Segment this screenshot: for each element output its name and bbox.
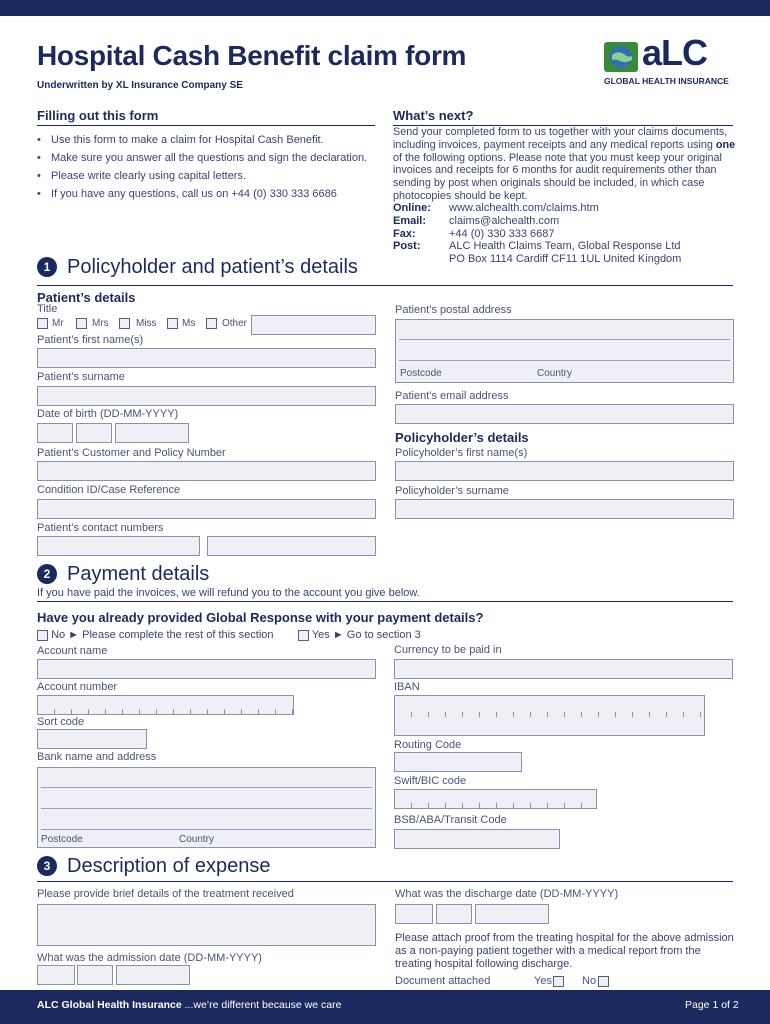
fax-value: +44 (0) 330 333 6687 bbox=[449, 227, 555, 240]
page-number: Page 1 of 2 bbox=[685, 999, 739, 1011]
mrs-label: Mrs bbox=[92, 318, 109, 329]
payment-yes-option bbox=[298, 629, 421, 641]
logo-text: aLC bbox=[642, 32, 708, 73]
footer-brand-line bbox=[37, 999, 341, 1011]
post-label: Post: bbox=[393, 240, 421, 253]
payment-intro: If you have paid the invoices, we will refund you to the account you give below. bbox=[37, 587, 420, 599]
first-name-input[interactable] bbox=[37, 348, 376, 368]
underwritten-by: Underwritten by XL Insurance Company SE bbox=[37, 80, 243, 91]
policyholder-heading: Policyholder’s details bbox=[395, 430, 529, 445]
address-line bbox=[41, 787, 372, 788]
title-label: Title bbox=[37, 303, 58, 315]
treatment-label: Please provide brief details of the treatment received bbox=[37, 888, 294, 900]
section-number: 3 bbox=[37, 856, 57, 876]
payment-yes-label: Yes ► Go to section 3 bbox=[311, 629, 421, 641]
treatment-input[interactable] bbox=[37, 904, 376, 946]
payment-question: Have you already provided Global Response with your payment details? bbox=[37, 610, 484, 625]
swift-input[interactable] bbox=[394, 789, 597, 809]
contact-options bbox=[393, 202, 681, 266]
email-label: Email: bbox=[393, 214, 427, 227]
next-text-bold: one bbox=[715, 138, 736, 151]
admission-month-input[interactable] bbox=[77, 965, 113, 985]
bsb-input[interactable] bbox=[394, 829, 560, 849]
first-name-label: Patient’s first name(s) bbox=[37, 334, 144, 346]
discharge-day-input[interactable] bbox=[395, 904, 433, 924]
surname-input[interactable] bbox=[37, 386, 376, 406]
section-number: 2 bbox=[37, 564, 57, 584]
divider bbox=[37, 881, 733, 882]
ph-surname-label: Policyholder’s surname bbox=[395, 485, 509, 497]
other-label: Other bbox=[222, 318, 248, 329]
admission-day-input[interactable] bbox=[37, 965, 75, 985]
customer-policy-input[interactable] bbox=[37, 461, 376, 481]
dob-label: Date of birth (DD-MM-YYYY) bbox=[37, 408, 179, 420]
iban-tick-line bbox=[395, 711, 704, 717]
logo-tagline: GLOBAL HEALTH INSURANCE bbox=[604, 76, 729, 86]
condition-id-input[interactable] bbox=[37, 499, 376, 519]
alc-logo bbox=[604, 32, 734, 88]
currency-label: Currency to be paid in bbox=[394, 644, 502, 656]
miss-checkbox[interactable] bbox=[119, 318, 130, 329]
contact-number-1-input[interactable] bbox=[37, 536, 200, 556]
instruction-item: • If you have any questions, call us on +44 (0) 330 333 6686 bbox=[37, 188, 382, 200]
footer-brand: ALC Global Health Insurance bbox=[37, 999, 182, 1011]
iban-input[interactable] bbox=[394, 695, 705, 736]
ms-label: Ms bbox=[182, 318, 196, 329]
payment-no-checkbox[interactable] bbox=[37, 630, 48, 641]
mr-label: Mr bbox=[52, 318, 64, 329]
country-label: Country bbox=[179, 834, 215, 845]
account-number-label: Account number bbox=[37, 681, 118, 693]
email-address-label: Patient’s email address bbox=[395, 390, 509, 402]
address-line bbox=[399, 360, 730, 361]
customer-policy-label: Patient’s Customer and Policy Number bbox=[37, 447, 226, 459]
section-title: Description of expense bbox=[67, 855, 271, 877]
ph-first-name-input[interactable] bbox=[395, 461, 734, 481]
postal-address-label: Patient’s postal address bbox=[395, 304, 512, 316]
proof-instructions: Please attach proof from the treating hospital for the above admission as a non-paying patient together with a medical report from the treating hospital following discharge. bbox=[395, 932, 734, 970]
email-address-input[interactable] bbox=[395, 404, 734, 424]
contact-number-2-input[interactable] bbox=[207, 536, 376, 556]
ph-first-name-label: Policyholder’s first name(s) bbox=[395, 447, 528, 459]
address-line bbox=[41, 829, 372, 830]
doc-no-checkbox[interactable] bbox=[598, 976, 609, 987]
fax-label: Fax: bbox=[393, 227, 416, 240]
sort-code-input[interactable] bbox=[37, 729, 147, 749]
ms-checkbox[interactable] bbox=[167, 318, 178, 329]
sort-code-label: Sort code bbox=[37, 716, 85, 728]
post-value: PO Box 1114 Cardiff CF11 1UL United Kingdom bbox=[449, 253, 682, 266]
admission-year-input[interactable] bbox=[116, 965, 190, 985]
payment-yes-checkbox[interactable] bbox=[298, 630, 309, 641]
dob-day-input[interactable] bbox=[37, 423, 73, 443]
address-line bbox=[399, 339, 730, 340]
bank-name-label: Bank name and address bbox=[37, 751, 157, 763]
admission-label: What was the admission date (DD-MM-YYYY) bbox=[37, 952, 262, 964]
other-title-input[interactable] bbox=[251, 315, 376, 335]
other-checkbox[interactable] bbox=[206, 318, 217, 329]
bank-address-input[interactable] bbox=[37, 767, 376, 848]
section-number: 1 bbox=[37, 257, 57, 277]
form-title: Hospital Cash Benefit claim form bbox=[37, 40, 467, 71]
miss-label: Miss bbox=[136, 318, 157, 329]
footer-bar bbox=[0, 990, 770, 1024]
postal-address-input[interactable] bbox=[395, 319, 734, 383]
doc-yes-label: Yes bbox=[534, 975, 552, 987]
email-link[interactable]: claims@alchealth.com bbox=[449, 214, 560, 227]
online-link[interactable]: www.alchealth.com/claims.htm bbox=[449, 202, 599, 214]
dob-year-input[interactable] bbox=[115, 423, 189, 443]
filling-heading: Filling out this form bbox=[37, 108, 159, 123]
section-title: Policyholder and patient’s details bbox=[67, 256, 358, 278]
payment-no-label: No ► Please complete the rest of this section bbox=[51, 629, 274, 641]
bsb-label: BSB/ABA/Transit Code bbox=[394, 814, 507, 826]
condition-id-label: Condition ID/Case Reference bbox=[37, 484, 181, 496]
footer-tagline: ...we’re different because we care bbox=[184, 999, 342, 1011]
routing-code-label: Routing Code bbox=[394, 739, 462, 751]
routing-code-input[interactable] bbox=[394, 752, 522, 772]
globe-icon bbox=[604, 42, 638, 72]
discharge-label: What was the discharge date (DD-MM-YYYY) bbox=[395, 888, 619, 900]
surname-label: Patient’s surname bbox=[37, 371, 125, 383]
doc-no-label: No bbox=[582, 975, 597, 987]
ph-surname-input[interactable] bbox=[395, 499, 734, 519]
patient-heading: Patient’s details bbox=[37, 290, 136, 305]
post-value: ALC Health Claims Team, Global Response Ltd bbox=[449, 240, 681, 253]
discharge-month-input[interactable] bbox=[436, 904, 472, 924]
divider bbox=[37, 285, 733, 286]
divider bbox=[37, 125, 375, 126]
instruction-item: • Make sure you answer all the questions and sign the declaration. bbox=[37, 152, 382, 164]
payment-no-option bbox=[37, 629, 274, 641]
instruction-item: • Please write clearly using capital letters. bbox=[37, 170, 382, 182]
section-title: Payment details bbox=[67, 563, 210, 585]
currency-input[interactable] bbox=[394, 659, 733, 679]
instructions-list bbox=[37, 134, 382, 206]
mrs-checkbox[interactable] bbox=[76, 318, 87, 329]
doc-yes-checkbox[interactable] bbox=[553, 976, 564, 987]
next-text-b: of the following options. Please note that you must keep your original invoices and receipts for 6 months for audit requirements other than sending by post when originals should be included, in which case photocopies should be kept. bbox=[393, 151, 722, 202]
next-heading: What’s next? bbox=[393, 108, 474, 123]
divider bbox=[37, 601, 733, 602]
account-name-label: Account name bbox=[37, 645, 108, 657]
country-label: Country bbox=[537, 368, 573, 379]
account-number-input[interactable] bbox=[37, 695, 294, 715]
iban-label: IBAN bbox=[394, 681, 420, 693]
online-label: Online: bbox=[393, 202, 431, 214]
postcode-label: Postcode bbox=[400, 368, 442, 379]
contact-numbers-label: Patient’s contact numbers bbox=[37, 522, 164, 534]
document-attached-label: Document attached bbox=[395, 975, 491, 987]
mr-checkbox[interactable] bbox=[37, 318, 48, 329]
postcode-label: Postcode bbox=[41, 834, 83, 845]
account-name-input[interactable] bbox=[37, 659, 376, 679]
next-text-a: Send your completed form to us together with your claims documents, including invoices, payment receipts and any medical reports using bbox=[393, 126, 728, 151]
address-line bbox=[41, 808, 372, 809]
top-bar bbox=[0, 0, 770, 16]
instruction-item: • Use this form to make a claim for Hospital Cash Benefit. bbox=[37, 134, 382, 146]
dob-month-input[interactable] bbox=[76, 423, 112, 443]
next-paragraph bbox=[393, 126, 738, 203]
swift-label: Swift/BIC code bbox=[394, 775, 467, 787]
discharge-year-input[interactable] bbox=[475, 904, 549, 924]
